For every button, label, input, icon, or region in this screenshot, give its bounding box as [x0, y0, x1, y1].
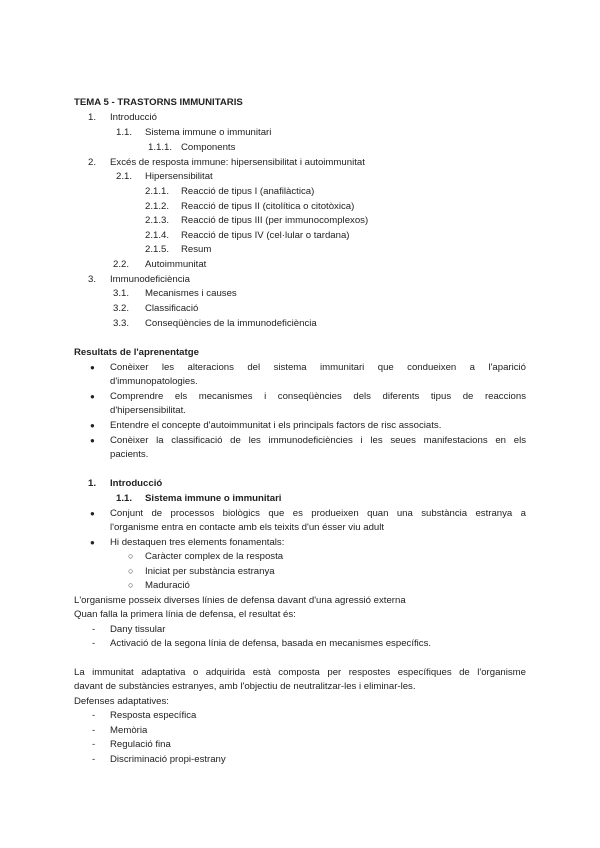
circle-bullet-icon: ○	[128, 580, 134, 590]
paragraph: davant de substàncies estranyes, amb l'objectiu de neutralitzar-les i eliminar-les.	[74, 681, 416, 692]
circle-bullet-icon: ○	[128, 566, 134, 576]
circle-bullet-icon: ○	[128, 551, 134, 561]
toc-item: Reacció de tipus III (per immunocomplexos)	[181, 215, 369, 226]
list-item: Dany tissular	[110, 624, 166, 635]
outcome-line: Conèixer les alteracions del sistema immunitari que condueixen a l'aparició	[110, 362, 526, 373]
toc-item: Immunodeficiència	[110, 274, 190, 285]
toc-num: 1.1.	[116, 127, 133, 138]
paragraph: La immunitat adaptativa o adquirida està composta per respostes específiques de l'organisme	[74, 667, 526, 678]
toc-num: 2.1.3.	[145, 215, 170, 226]
toc-num: 3.2.	[113, 303, 130, 314]
paragraph: L'organisme posseix diverses línies de defensa davant d'una agressió externa	[74, 595, 406, 606]
toc-item: Conseqüències de la immunodeficiència	[145, 318, 317, 329]
outcome-line: d'immunopatologies.	[110, 376, 198, 387]
paragraph: Defenses adaptatives:	[74, 696, 169, 707]
toc-item: Introducció	[110, 112, 157, 123]
outcome-line: Comprendre els mecanismes i conseqüències dels diferents tipus de reaccions	[110, 391, 526, 402]
outcome-line: Conèixer la classificació de les immunodeficiències i les seues manifestacions en els	[110, 435, 526, 446]
toc-num: 2.1.1.	[145, 186, 170, 197]
toc-num: 2.1.4.	[145, 230, 170, 241]
toc-item: Components	[181, 142, 236, 153]
subsection-number: 1.1.	[116, 493, 133, 504]
section-heading: Introducció	[110, 478, 163, 489]
outcome-line: Entendre el concepte d'autoimmunitat i els principals factors de risc associats.	[110, 420, 442, 431]
outcome-line: d'hipersensibilitat.	[110, 405, 186, 416]
toc-item: Sistema immune o immunitari	[145, 127, 272, 138]
list-item: Iniciat per substància estranya	[145, 566, 275, 577]
list-item: Discriminació propi-estrany	[110, 754, 226, 765]
toc-num: 2.1.2.	[145, 201, 170, 212]
bullet-icon: ●	[90, 363, 95, 372]
subsection-heading: Sistema immune o immunitari	[145, 493, 282, 504]
dash-icon: -	[92, 754, 96, 765]
paragraph: Quan falla la primera línia de defensa, el resultat és:	[74, 609, 296, 620]
toc-item: Hipersensibilitat	[145, 171, 213, 182]
bullet-icon: ●	[90, 392, 95, 401]
list-item: Caràcter complex de la resposta	[145, 551, 284, 562]
dash-icon: -	[92, 710, 96, 721]
list-item: Resposta específica	[110, 710, 197, 721]
dash-icon: -	[92, 638, 96, 649]
bullet-icon: ●	[90, 538, 95, 547]
toc-item: Classificació	[145, 303, 199, 314]
body-line: l'organisme entra en contacte amb els teixits d'un ésser viu adult	[110, 522, 385, 533]
page-title: TEMA 5 - TRASTORNS IMMUNITARIS	[74, 97, 243, 108]
dash-icon: -	[92, 624, 96, 635]
toc-item: Reacció de tipus II (citolítica o citotòxica)	[181, 201, 355, 212]
dash-icon: -	[92, 725, 96, 736]
bullet-icon: ●	[90, 436, 95, 445]
body-line: Conjunt de processos biològics que es produeixen quan una substància estranya a	[110, 508, 526, 519]
toc-num: 2.1.5.	[145, 244, 170, 255]
list-item: Regulació fina	[110, 739, 171, 750]
toc-num: 3.1.	[113, 288, 130, 299]
toc-item: Reacció de tipus IV (cel·lular o tardana)	[181, 230, 350, 241]
toc-item: Resum	[181, 244, 212, 255]
toc-num: 2.1.	[116, 171, 133, 182]
dash-icon: -	[92, 739, 96, 750]
toc-item: Mecanismes i causes	[145, 288, 237, 299]
toc-item: Excés de resposta immune: hipersensibilitat i autoimmunitat	[110, 157, 365, 168]
list-item: Activació de la segona línia de defensa, basada en mecanismes específics.	[110, 638, 432, 649]
toc-num: 3.	[88, 274, 97, 285]
bullet-icon: ●	[90, 509, 95, 518]
toc-num: 3.3.	[113, 318, 130, 329]
toc-num: 1.	[88, 112, 97, 123]
body-line: Hi destaquen tres elements fonamentals:	[110, 537, 285, 548]
toc-num: 1.1.1.	[148, 142, 173, 153]
outcome-line: pacients.	[110, 449, 149, 460]
section-number: 1.	[88, 478, 97, 489]
list-item: Memòria	[110, 725, 148, 736]
list-item: Maduració	[145, 580, 190, 591]
toc-item: Autoimmunitat	[145, 259, 207, 270]
outcomes-heading: Resultats de l'aprenentatge	[74, 347, 199, 358]
toc-num: 2.2.	[113, 259, 130, 270]
toc-num: 2.	[88, 157, 97, 168]
bullet-icon: ●	[90, 421, 95, 430]
toc-item: Reacció de tipus I (anafilàctica)	[181, 186, 315, 197]
